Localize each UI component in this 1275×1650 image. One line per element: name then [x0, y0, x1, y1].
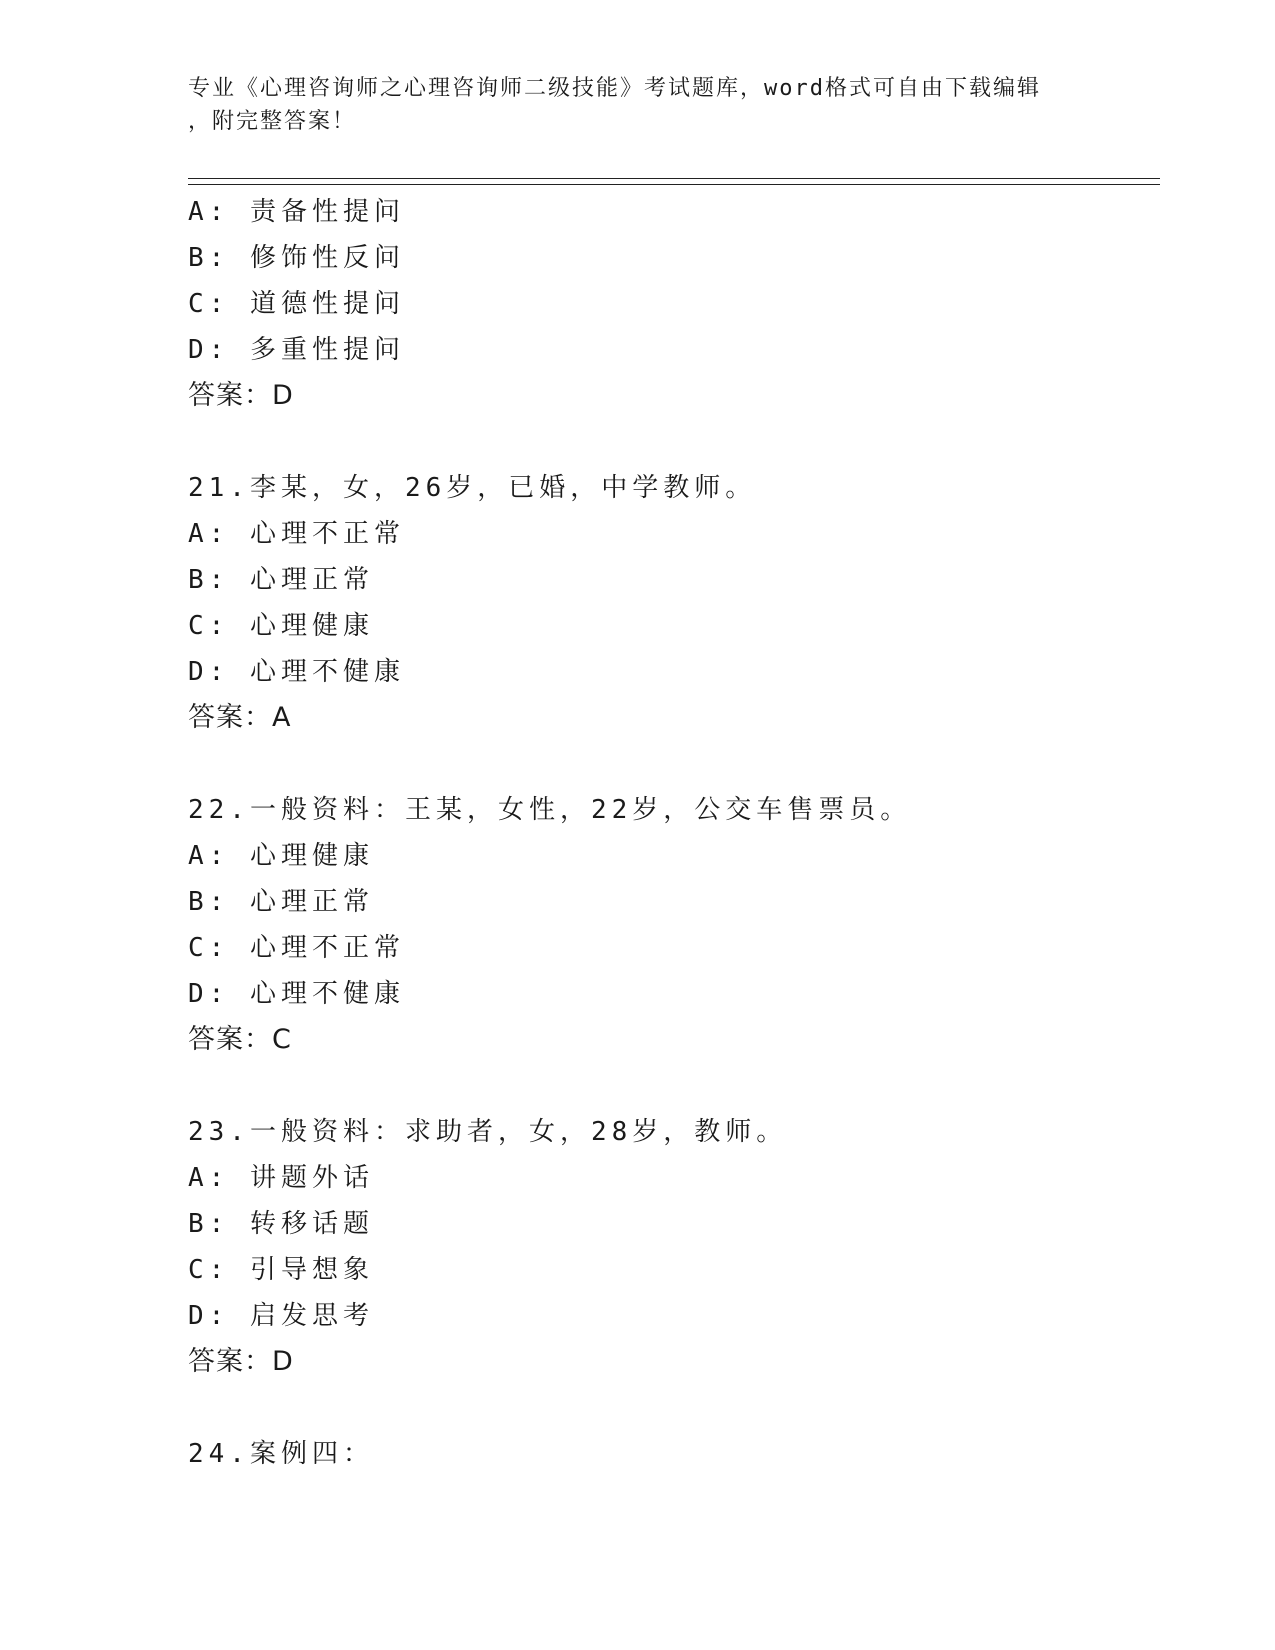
option-d: D: 多重性提问: [188, 335, 405, 365]
spacer: [188, 1385, 1148, 1431]
question-block-23: [188, 1109, 1148, 1385]
option-c: C: 引导想象: [188, 1255, 374, 1285]
question-text: 23.一般资料：求助者，女，28岁，教师。: [188, 1117, 788, 1147]
option-a: A: 心理不正常: [188, 519, 405, 549]
option-b: B: 修饰性反问: [188, 243, 405, 273]
question-block-22: [188, 787, 1148, 1063]
answer-line: 答案：D: [188, 380, 294, 411]
question-text: 24.案例四：: [188, 1439, 374, 1469]
question-block-24: [188, 1431, 1148, 1477]
option-c: C: 心理健康: [188, 611, 374, 641]
option-b: B: 转移话题: [188, 1209, 374, 1239]
spacer: [188, 419, 1148, 465]
header-title-line-1: 专业《心理咨询师之心理咨询师二级技能》考试题库，word格式可自由下载编辑: [188, 76, 1041, 101]
option-c: C: 心理不正常: [188, 933, 405, 963]
question-block-21: [188, 465, 1148, 741]
question-text: 22.一般资料：王某，女性，22岁，公交车售票员。: [188, 795, 912, 825]
header-title-line-2: ，附完整答案！: [188, 109, 357, 134]
option-a: A: 讲题外话: [188, 1163, 374, 1193]
option-d: D: 启发思考: [188, 1301, 374, 1331]
spacer: [188, 741, 1148, 787]
option-d: D: 心理不健康: [188, 657, 405, 687]
option-a: A: 责备性提问: [188, 197, 405, 227]
answer-line: 答案：C: [188, 1024, 292, 1055]
option-d: D: 心理不健康: [188, 979, 405, 1009]
question-list: [188, 189, 1148, 1477]
answer-line: 答案：D: [188, 1346, 294, 1377]
option-b: B: 心理正常: [188, 887, 374, 917]
answer-line: 答案：A: [188, 702, 292, 733]
option-c: C: 道德性提问: [188, 289, 405, 319]
option-a: A: 心理健康: [188, 841, 374, 871]
header-divider: [188, 178, 1160, 185]
document-header: [188, 72, 1088, 138]
question-block-fragment: [188, 189, 1148, 419]
question-text: 21.李某，女，26岁，已婚，中学教师。: [188, 473, 757, 503]
spacer: [188, 1063, 1148, 1109]
option-b: B: 心理正常: [188, 565, 374, 595]
